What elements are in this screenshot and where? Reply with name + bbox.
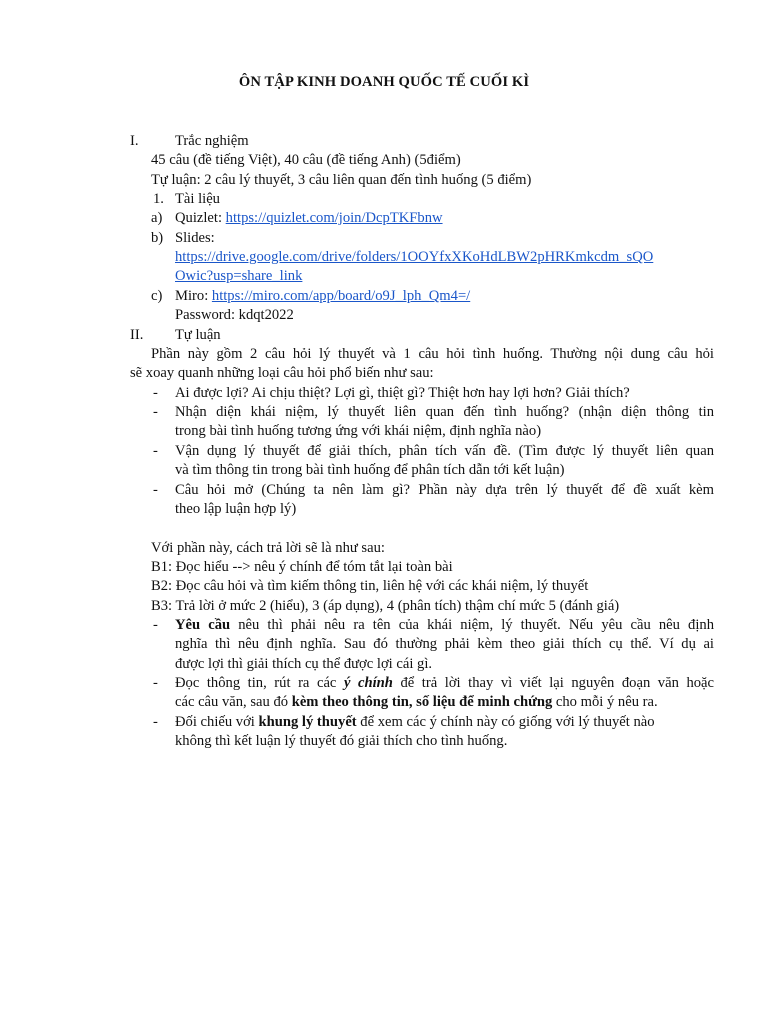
read-info-text-2: để trả lời thay vì viết lại nguyên đoạn văn hoặc <box>392 675 714 691</box>
step-b3: B3: Trả lời ở mức 2 (hiểu), 3 (áp dụng), 4 (phân tích) thậm chí mức 5 (đánh giá) <box>151 598 620 614</box>
slides-marker: b) <box>151 230 164 246</box>
requirement-line <box>175 616 714 635</box>
compare-text-2: để xem các ý chính này có giống với lý thuyết nào <box>356 714 655 730</box>
section-1-numeral: I. <box>130 133 139 149</box>
quizlet-item <box>175 209 443 228</box>
miro-item <box>175 287 470 306</box>
question-type-4-continuation: theo lập luận hợp lý) <box>175 501 297 517</box>
compare-line-2: không thì kết luận lý thuyết đó giải thích cho tình huống. <box>175 733 508 749</box>
slides-link-continuation[interactable]: Owic?usp=share_link <box>175 268 303 284</box>
requirement-line-2: nghĩa thì nêu định nghĩa. Sau đó thường phải kèm theo giải thích cụ thể. Ví dụ ai <box>175 636 714 652</box>
quizlet-marker: a) <box>151 210 163 226</box>
bullet-dash: - <box>153 482 158 498</box>
read-info-text: Đọc thông tin, rút ra các <box>175 675 344 691</box>
read-info-line-2 <box>175 693 658 712</box>
section-1-heading: Trắc nghiệm <box>175 133 249 149</box>
question-type-3: Vận dụng lý thuyết để giải thích, phân tích vấn đề. (Tìm được lý thuyết liên quan <box>175 443 714 459</box>
question-type-3-continuation: và tìm thông tin trong bài tình huống để phân tích dẫn tới kết luận) <box>175 462 565 478</box>
question-type-2: Nhận diện khái niệm, lý thuyết liên quan đến tình huống? (nhận diện thông tin <box>175 404 714 420</box>
step-b1: B1: Đọc hiểu --> nêu ý chính để tóm tắt lại toàn bài <box>151 559 453 575</box>
bullet-dash: - <box>153 404 158 420</box>
essay-intro-line-2: sẽ xoay quanh những loại câu hỏi phổ biến như sau: <box>130 365 434 381</box>
bullet-dash: - <box>153 443 158 459</box>
requirement-line-3: được lợi thì giải thích cụ thể được lợi cái gì. <box>175 656 433 672</box>
quizlet-link[interactable]: https://quizlet.com/join/DcpTKFbnw <box>225 210 443 226</box>
question-type-1: Ai được lợi? Ai chịu thiệt? Lợi gì, thiệt gì? Thiệt hơn hay lợi hơn? Giải thích? <box>175 385 630 401</box>
miro-password: Password: kdqt2022 <box>175 307 294 323</box>
theory-frame-emphasis: khung lý thuyết <box>258 714 357 730</box>
materials-numeral: 1. <box>153 191 164 207</box>
essay-description: Tự luận: 2 câu lý thuyết, 3 câu liên quan đến tình huống (5 điểm) <box>151 172 532 188</box>
miro-label: Miro: <box>175 288 212 304</box>
document-title: ÔN TẬP KINH DOANH QUỐC TẾ CUỐI KÌ <box>238 74 530 90</box>
question-type-2-continuation: trong bài tình huống tương ứng với khái niệm, định nghĩa nào) <box>175 423 542 439</box>
requirement-text: nêu thì phải nêu ra tên của khái niệm, lý thuyết. Nếu yêu cầu nêu định <box>230 617 714 633</box>
bullet-dash: - <box>153 617 158 633</box>
evidence-emphasis: kèm theo thông tin, số liệu để minh chứng <box>291 694 553 710</box>
read-info-line <box>175 674 714 693</box>
quizlet-label: Quizlet: <box>175 210 226 226</box>
step-b2: B2: Đọc câu hỏi và tìm kiếm thông tin, liên hệ với các khái niệm, lý thuyết <box>151 578 589 594</box>
method-intro: Với phần này, cách trả lời sẽ là như sau: <box>151 540 385 556</box>
read-info-text-4: cho mỗi ý nêu ra. <box>552 694 658 710</box>
main-ideas-emphasis: ý chính <box>343 675 393 691</box>
requirement-bold: Yêu cầu <box>175 617 231 633</box>
materials-heading: Tài liệu <box>175 191 220 207</box>
compare-text: Đối chiếu với <box>175 714 259 730</box>
bullet-dash: - <box>153 385 158 401</box>
bullet-dash: - <box>153 675 158 691</box>
section-2-heading: Tự luận <box>175 327 221 343</box>
compare-line <box>175 713 655 732</box>
mcq-description: 45 câu (đề tiếng Việt), 40 câu (đề tiếng Anh) (5điểm) <box>151 152 461 168</box>
miro-marker: c) <box>151 288 163 304</box>
slides-link[interactable]: https://drive.google.com/drive/folders/1OOYfxXKoHdLBW2pHRKmkcdm_sQO <box>175 249 654 265</box>
bullet-dash: - <box>153 714 158 730</box>
section-2-numeral: II. <box>130 327 144 343</box>
read-info-text-3: các câu văn, sau đó <box>175 694 292 710</box>
slides-label: Slides: <box>175 230 215 246</box>
question-type-4: Câu hỏi mở (Chúng ta nên làm gì? Phần này dựa trên lý thuyết để đề xuất kèm <box>175 482 714 498</box>
essay-intro-line: Phần này gồm 2 câu hỏi lý thuyết và 1 câu hỏi tình huống. Thường nội dung câu hỏi <box>151 346 714 362</box>
miro-link[interactable]: https://miro.com/app/board/o9J_lph_Qm4=/ <box>211 288 471 304</box>
